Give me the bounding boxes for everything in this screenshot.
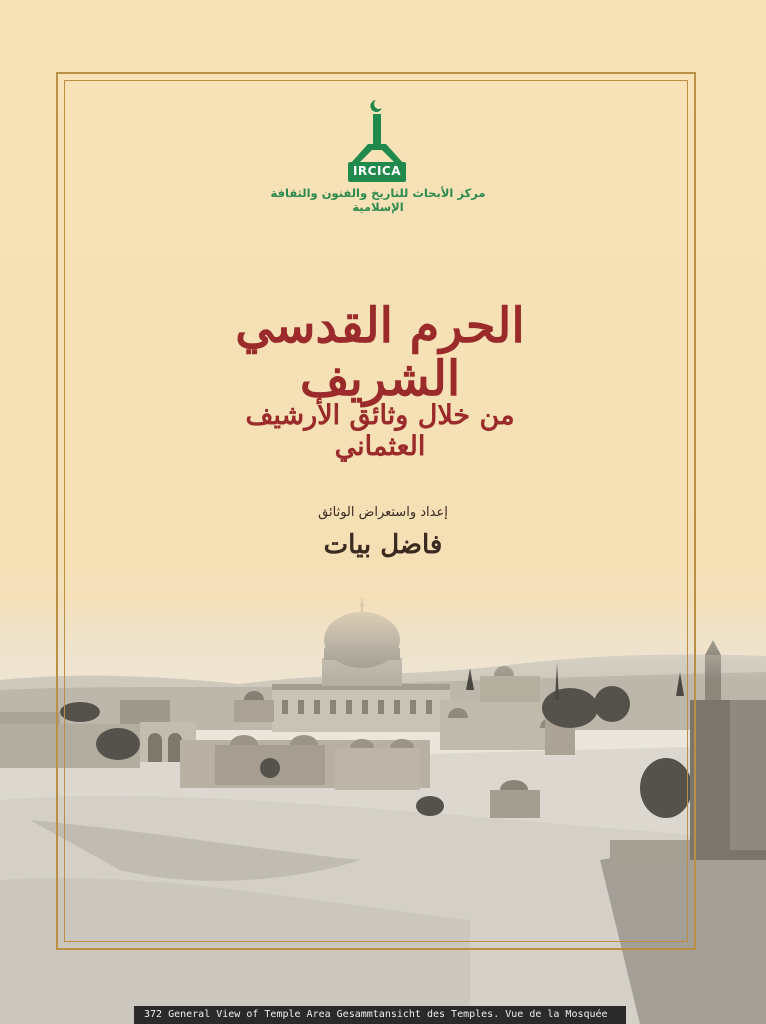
prepared-by-label: إعداد واستعراض الوثائق [318,505,448,520]
author-name: فاضل بيات [323,530,443,560]
book-title: الحرم القدسي الشريف [235,298,525,407]
book-subtitle: من خلال وثائق الأرشيف العثماني [245,400,515,462]
photo-caption-strip [134,1006,626,1024]
photo-caption: 372 General View of Temple Area Gesammtansicht des Temples. Vue de la Mosquée [144,1009,608,1020]
ircica-logo-text: IRCICA [352,164,402,178]
research-center-name: مركز الأبحاث للتاريخ والفنون والثقافة الإسلامية [270,186,486,214]
